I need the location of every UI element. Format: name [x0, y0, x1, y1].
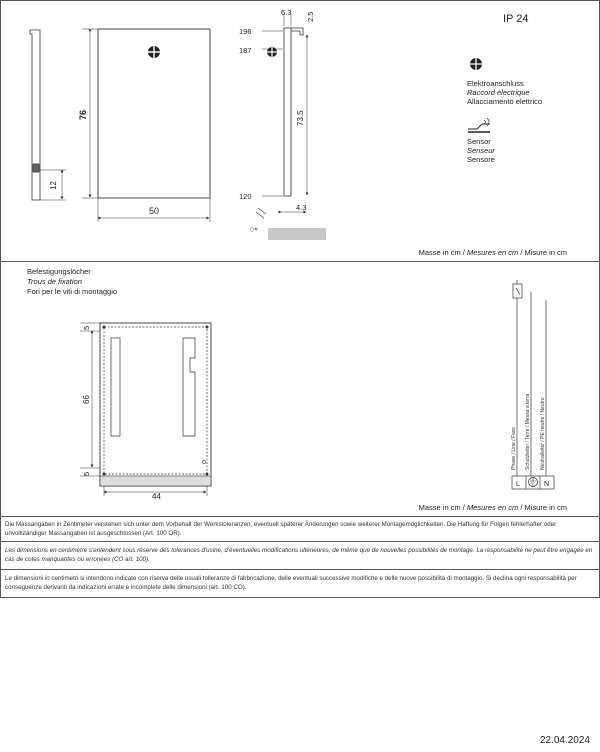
mounting-holes — [103, 326, 209, 476]
units-note-top: Masse in cm / Mesures en cm / Misure in cm — [418, 248, 567, 257]
floor-hatch — [268, 228, 326, 240]
terminal-L: L — [516, 481, 520, 488]
legend-connection-icon — [470, 58, 482, 70]
mount-dim-top: 5 — [82, 325, 91, 330]
dim-depth-top: 6.3 — [281, 8, 292, 17]
legend-sensor-it: Sensore — [467, 155, 495, 164]
dim-depth-bottom: 4.3 — [296, 203, 307, 212]
section-connection-icon — [267, 47, 277, 57]
sensor-icon — [468, 118, 490, 132]
dim-level-120: 120 — [239, 192, 252, 201]
wire-label-phase: Phase / Line / Fase — [511, 426, 517, 470]
dim-inner-height: 73.5 — [296, 110, 305, 126]
mount-dim-middle: 66 — [82, 395, 91, 404]
disclaimer-de: Die Massangaben in Zentimeter verstehen sich unter dem Vorbehalt der Werkstoleranzen, eventuell späterer Änderungen sowie weiterer Montagemöglichkeiten. Die Haftung für Folgen fehlerhafter oder unvollständiger Massangaben ist ausgeschlossen (Art. 100 OR). — [5, 521, 557, 537]
dim-total-width: 50 — [149, 206, 160, 216]
earth-terminal-icon — [529, 478, 538, 487]
dim-foot-height: 12 — [49, 181, 58, 190]
electrical-connection-icon — [148, 46, 160, 58]
legend-sensor-fr: Senseur — [467, 146, 495, 155]
dim-level-196: 196 — [239, 27, 252, 36]
front-panel — [82, 29, 210, 222]
wire-label-earth: Schutzleiter / Terre / Messa a terra — [525, 393, 531, 470]
mount-dim-width: 44 — [152, 492, 161, 501]
ip-rating: IP 24 — [503, 13, 529, 25]
terminal-N: N — [544, 481, 550, 488]
mount-title-it: Fori per le viti di montaggio — [27, 287, 118, 296]
wire-label-neutral: Neutralleiter / PE neutre / Neutro — [540, 397, 546, 470]
mount-dim-bottom: 5 — [82, 471, 91, 476]
mount-title-de: Befestigungslöcher — [27, 267, 91, 276]
dim-zero: 0 — [250, 227, 254, 234]
dim-total-height: 76 — [78, 109, 88, 120]
mounting-back-panel — [80, 323, 211, 496]
dim-level-187: 187 — [239, 46, 252, 55]
side-profile — [30, 30, 66, 200]
legend-elec-fr: Raccord électrique — [467, 88, 530, 97]
wiring-schematic — [512, 280, 554, 489]
disclaimer-it: Le dimensioni in centimetri si intendono indicate con riserva delle usuali tolleranze di fabbricazione, delle eventuali successive modifiche e delle nuove possibilità di montaggio. Si declina ogni responsabilità per conseguenze derivanti da indicazioni errate e incomplete delle dimensioni (art. 100 CO). — [5, 575, 577, 591]
dim-lip: 2.5 — [306, 11, 315, 22]
mount-title-fr: Trous de fixation — [27, 277, 82, 286]
floor-point — [255, 228, 258, 231]
legend-sensor-de: Sensor — [467, 137, 491, 146]
legend-elec-it: Allacciamento elettrico — [467, 97, 543, 106]
legend-elec-de: Elektroanschluss — [467, 79, 524, 88]
disclaimer-fr: Les dimensions en centimètre s'entendent sous réserve des tolérances d'usine, d'éventuelles modifications ultérieures, de même que de nouvelles possibilités de montage. La responsabilité ne peut être engagée en cas de cotes manquantes ou erronées (CO art. 100). — [5, 547, 593, 563]
document-date: 22.04.2024 — [539, 735, 590, 746]
units-note-mount: Masse in cm / Mesures en cm / Misure in cm — [418, 503, 567, 512]
